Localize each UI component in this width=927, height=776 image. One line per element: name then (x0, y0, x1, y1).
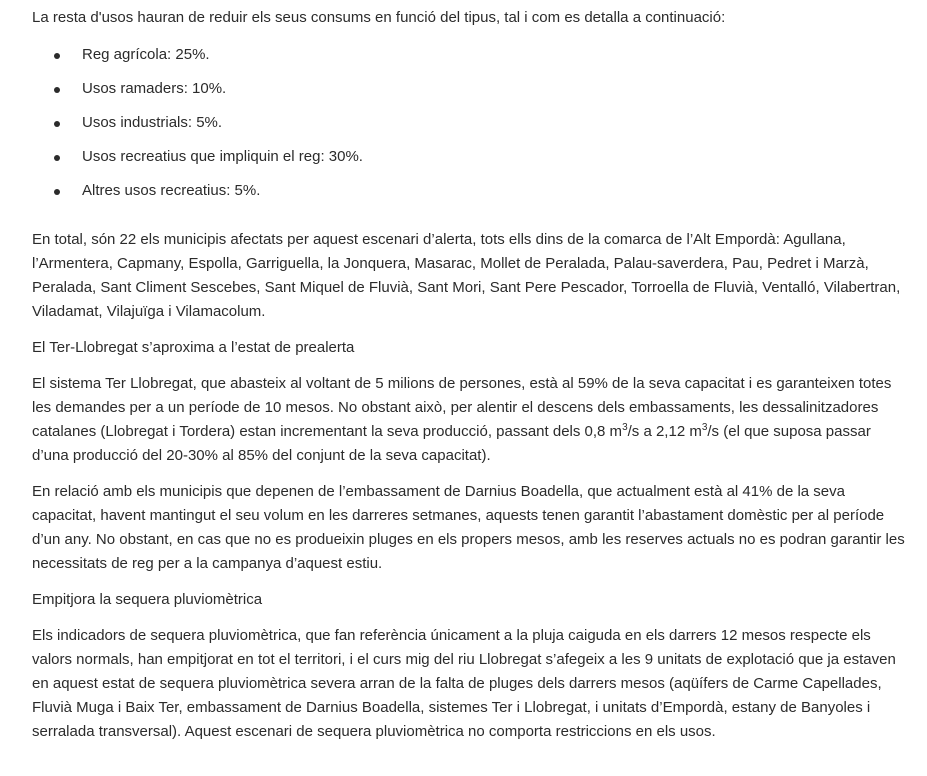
municipis-paragraph: En total, són 22 els municipis afectats per aquest escenari d’alerta, tots ells dins de la comarca de l’Alt Empordà: Agullana, l’Armentera, Capmany, Espolla, Garriguella, la Jonquera, Masarac, Mollet de Peralada, Palau-saverdera, Pau, Pedret i Marzà, Peralada, Sant Climent Sescebes, Sant Miquel de Fluvià, Sant Mori, Sant Pere Pescador, Torroella de Fluvià, Ventalló, Vilabertran, Viladamat, Vilajuïga i Vilamacolum. (32, 231, 901, 320)
superscript-cubed: 3 (622, 422, 628, 433)
darnius-boadella-paragraph: En relació amb els municipis que depenen de l’embassament de Darnius Boadella, que actualment està al 41% de la seva capacitat, havent mantingut el seu volum en les darreres setmanes, aquests tenen garantit l’abastament domèstic per al període d’un any. No obstant, en cas que no es produeixin pluges en els propers mesos, amb les reserves actuals no es podran garantir les necessitats de reg per a la campanya d’aquest estiu. (32, 483, 905, 572)
ter-text-part2: /s a 2,12 m (627, 423, 702, 440)
list-item: Usos ramaders: 10%. (82, 77, 905, 101)
sequera-paragraph: Els indicadors de sequera pluviomètrica, que fan referència únicament a la pluja caiguda en els darrers 12 mesos respecte els valors normals, han empitjorat en tot el territori, i el curs mig del riu Llobregat s’afegeix a les 9 unitats de explotació que ja estaven en aquest estat de sequera pluviomètrica severa arran de la falta de pluges dels darrers mesos (aqüífers de Carme Capellades, Fluvià Muga i Baix Ter, embassament de Darnius Boadella, sistemes Ter i Llobregat, i unitats d’Empordà, estany de Banyoles i serralada transversal). Aquest escenari de sequera pluviomètrica no comporta restriccions en els usos. (32, 627, 896, 740)
ter-text-part1: El sistema Ter Llobregat, que abasteix al voltant de 5 milions de persones, està al 59% de la seva capacitat i es garanteixen totes les demandes per a un període de 10 mesos. No obstant això, per alentir el descens dels embassaments, les dessalinitzadores catalanes (Llobregat i Tordera) estan incrementant la seva producció, passant dels 0,8 m (32, 375, 892, 440)
subhead-ter-llobregat: El Ter-Llobregat s’aproxima a l’estat de prealerta (32, 339, 355, 356)
list-item: Usos recreatius que impliquin el reg: 30%. (82, 145, 905, 169)
list-item: Altres usos recreatius: 5%. (82, 179, 905, 203)
subhead-sequera: Empitjora la sequera pluviomètrica (32, 591, 263, 608)
intro-paragraph: La resta d'usos hauran de reduir els seus consums en funció del tipus, tal i com es detalla a continuació: (32, 9, 726, 26)
superscript-cubed: 3 (701, 422, 708, 433)
usage-reduction-list (32, 43, 905, 203)
ter-text-part3: /s (el que suposa passar d’una producció del 20-30% al 85% del conjunt de la seva capacitat). (32, 423, 871, 464)
list-item: Usos industrials: 5%. (82, 111, 905, 135)
ter-llobregat-paragraph (32, 372, 905, 468)
list-item: Reg agrícola: 25%. (82, 43, 905, 67)
